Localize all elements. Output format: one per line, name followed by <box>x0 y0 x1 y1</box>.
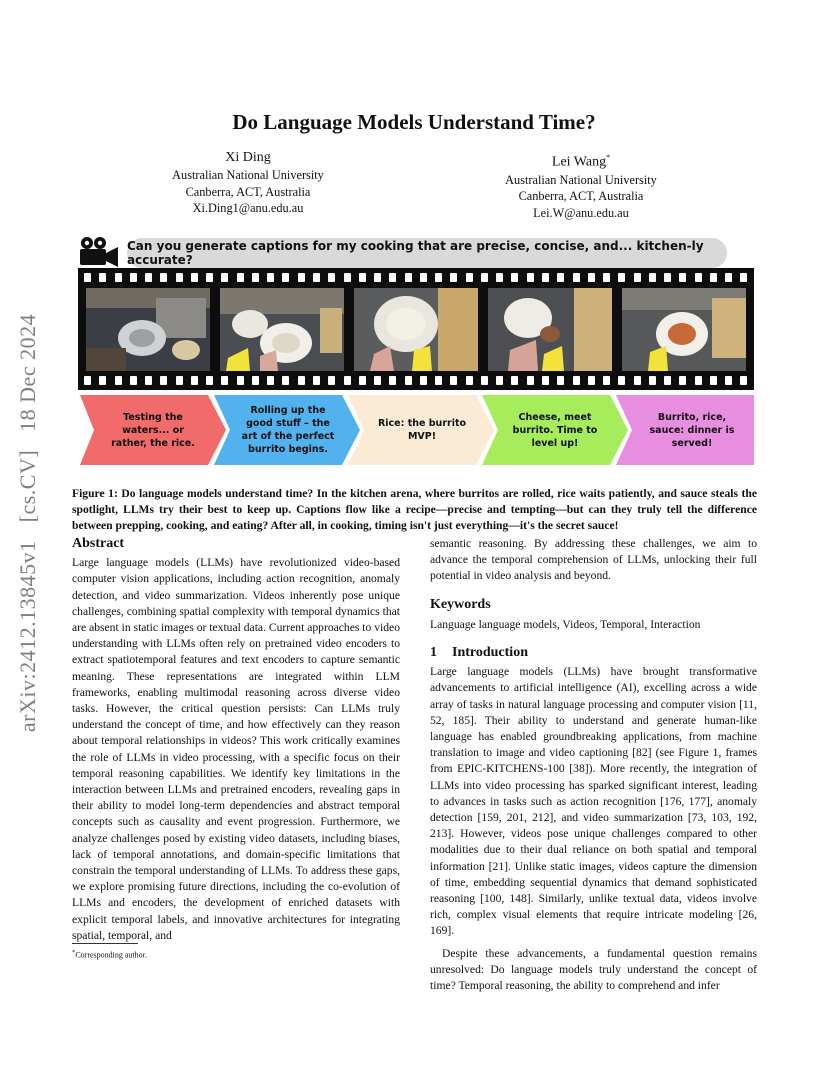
author-affiliation: Australian National University <box>172 168 324 182</box>
arxiv-date: 18 Dec 2024 <box>15 313 40 432</box>
corresponding-marker: * <box>606 153 611 162</box>
film-hole <box>573 273 580 282</box>
footnote-rule <box>72 943 138 944</box>
film-hole <box>450 273 457 282</box>
film-hole <box>145 273 152 282</box>
film-hole <box>588 273 595 282</box>
film-hole <box>664 273 671 282</box>
film-hole <box>206 376 213 385</box>
author-block-2 <box>431 148 731 221</box>
video-camera-icon <box>78 236 120 268</box>
film-hole <box>511 273 518 282</box>
film-hole <box>359 273 366 282</box>
film-hole <box>481 376 488 385</box>
film-hole <box>603 273 610 282</box>
film-hole <box>649 273 656 282</box>
film-hole <box>344 376 351 385</box>
introduction-heading <box>430 645 757 661</box>
author-affiliation: Australian National University <box>505 172 657 187</box>
film-hole <box>344 273 351 282</box>
film-hole <box>145 376 152 385</box>
film-hole <box>740 273 747 282</box>
film-hole <box>496 273 503 282</box>
author-email: Lei.W@anu.edu.au <box>533 205 629 220</box>
film-hole <box>313 273 320 282</box>
film-hole <box>557 376 564 385</box>
film-hole <box>359 376 366 385</box>
video-frame-3 <box>354 288 478 371</box>
film-hole <box>466 376 473 385</box>
film-hole <box>328 273 335 282</box>
stage-label-4: Cheese, meet burrito. Time to level up! <box>512 411 598 449</box>
film-hole <box>481 273 488 282</box>
film-hole <box>450 376 457 385</box>
film-hole <box>618 376 625 385</box>
video-frame-5 <box>622 288 746 371</box>
film-hole <box>420 376 427 385</box>
film-hole <box>557 273 564 282</box>
film-hole <box>389 273 396 282</box>
film-hole <box>267 376 274 385</box>
keywords-text: Language language models, Videos, Temporal, Interaction <box>430 617 701 631</box>
intro-paragraph-1: Large language models (LLMs) have brought transformative advancements to artificial intelligence (AI), excelling across a wide array of tasks in natural language processing and computer vision [11, 52, 185]. Their ability to understand and generate human-like language has enabled groundbreaking applications, from machine translation to image and video captioning [82] (see Figure 1, frames from EPIC-KITCHENS-100 [38]). More recently, the integration of LLMs into video processing has sparked significant interest, leading to advances in tasks such as action recognition [176, 177], anomaly detection [159, 201, 212], and video summarization [73, 103, 192, 213]. However, videos pose unique challenges compared to other modalities due to their dual reliance on both spatial and temporal information [21]. Unlike static images, videos capture the dimension of time, embedding sequential dynamics that demand sophisticated reasoning [100, 148]. Similarly, unlike textual data, videos involve rich, complex visual elements that require intricate modeling [26, 169]. <box>430 665 757 938</box>
film-hole <box>511 376 518 385</box>
film-perforations <box>84 273 748 282</box>
film-hole <box>466 273 473 282</box>
video-frame-4 <box>488 288 612 371</box>
film-hole <box>298 376 305 385</box>
film-hole <box>405 273 412 282</box>
film-hole <box>191 376 198 385</box>
film-hole <box>221 273 228 282</box>
film-hole <box>588 376 595 385</box>
video-frame-1 <box>86 288 210 371</box>
film-hole <box>740 376 747 385</box>
film-hole <box>130 376 137 385</box>
film-hole <box>130 273 137 282</box>
author-block-1 <box>98 148 398 217</box>
film-hole <box>237 273 244 282</box>
film-hole <box>405 376 412 385</box>
film-hole <box>679 376 686 385</box>
film-perforations <box>84 376 748 385</box>
film-hole <box>664 376 671 385</box>
left-column <box>72 536 400 944</box>
film-hole <box>115 376 122 385</box>
film-hole <box>527 273 534 282</box>
film-hole <box>298 273 305 282</box>
arxiv-category: [cs.CV] <box>15 449 40 523</box>
film-hole <box>634 273 641 282</box>
film-strip <box>78 268 754 390</box>
intro-paragraph-2: Despite these advancements, a fundamental question remains unresolved: Do language models truly understand the concept of time? Temporal reasoning, the ability to comprehend and infer <box>430 946 757 993</box>
film-hole <box>527 376 534 385</box>
film-hole <box>634 376 641 385</box>
film-hole <box>374 273 381 282</box>
film-hole <box>435 273 442 282</box>
section-number: 1 <box>430 645 437 661</box>
film-hole <box>649 376 656 385</box>
film-hole <box>435 376 442 385</box>
film-hole <box>115 273 122 282</box>
film-hole <box>695 376 702 385</box>
abstract-continuation: semantic reasoning. By addressing these challenges, we aim to advance the temporal comprehension of LLMs, unlocking their full potential in video analysis and beyond. <box>430 537 757 583</box>
footnote <box>72 949 147 960</box>
film-hole <box>710 273 717 282</box>
film-hole <box>99 273 106 282</box>
film-hole <box>573 376 580 385</box>
author-name: Lei Wang <box>551 154 607 170</box>
film-hole <box>725 376 732 385</box>
film-hole <box>252 376 259 385</box>
film-hole <box>328 376 335 385</box>
film-hole <box>221 376 228 385</box>
keywords-heading: Keywords <box>430 596 491 612</box>
figure-caption: Figure 1: Do language models understand time? In the kitchen arena, where burritos are rolled, rice waits patiently, and sauce steals the spotlight, LLMs try their best to keep up. Captions flow like a recipe—precise and tempting—but can they truly tell the difference between prepping, cooking, and eating? After all, in cooking, timing isn't just everything—it's the secret sauce! <box>72 487 757 532</box>
footnote-text: Corresponding author. <box>75 950 147 960</box>
prompt-bubble: Can you generate captions for my cooking that are precise, concise, and... kitchen-ly accurate? <box>127 238 727 268</box>
film-hole <box>282 273 289 282</box>
film-hole <box>496 376 503 385</box>
author-location: Canberra, ACT, Australia <box>185 184 311 199</box>
film-hole <box>374 376 381 385</box>
stage-label-1: Testing the waters... or rather, the rice. <box>111 411 195 449</box>
film-hole <box>389 376 396 385</box>
film-hole <box>99 376 106 385</box>
paper-title: Do Language Models Understand Time? <box>232 110 596 134</box>
film-hole <box>725 273 732 282</box>
film-hole <box>603 376 610 385</box>
author-name: Xi Ding <box>225 150 271 165</box>
stage-timeline <box>80 395 754 465</box>
right-column <box>430 536 757 994</box>
film-hole <box>618 273 625 282</box>
author-email: Xi.Ding1@anu.edu.au <box>192 201 304 215</box>
abstract-text: Large language models (LLMs) have revolutionized video-based computer vision applications, including action recognition, anomaly detection, and video summarization. Videos inherently pose unique challenges, combining spatial complexity with temporal dynamics that are absent in static images or textual data. Current approaches to video understanding with LLMs often rely on pretrained video encoders to extract spatiotemporal features and text encoders to capture semantic meaning. These representations are integrated within LLM frameworks, enabling multimodal reasoning across diverse video tasks. However, the critical question persists: Can LLMs truly understand the concept of time, and how effectively can they reason about temporal relationships in videos? This work critically examines the role of LLMs in video processing, with a specific focus on their temporal reasoning capabilities. We identify key limitations in the interaction between LLMs and pretrained encoders, revealing gaps in their ability to model long-term dependencies and abstract temporal concepts such as causality and event progression. Furthermore, we analyze challenges posed by existing video datasets, including biases, lack of temporal annotations, and domain-specific limitations that constrain the temporal understanding of LLMs. To address these gaps, we explore promising future directions, including the co-evolution of LLMs and encoders, the development of enriched datasets with explicit temporal labels, and innovative architectures for integrating spatial, temporal, and <box>72 556 400 942</box>
film-hole <box>420 273 427 282</box>
stage-label-2: Rolling up the good stuff – the art of the perfect burrito begins. <box>241 405 335 455</box>
film-hole <box>176 273 183 282</box>
film-hole <box>313 376 320 385</box>
film-hole <box>84 376 91 385</box>
film-hole <box>160 376 167 385</box>
film-hole <box>695 273 702 282</box>
film-hole <box>679 273 686 282</box>
film-hole <box>710 376 717 385</box>
section-title: Introduction <box>452 645 528 661</box>
author-location: Canberra, ACT, Australia <box>518 189 644 204</box>
film-hole <box>206 273 213 282</box>
film-hole <box>282 376 289 385</box>
film-hole <box>160 273 167 282</box>
footnote-marker: * <box>72 949 76 956</box>
stage-label-3: Rice: the burrito MVP! <box>377 418 467 442</box>
film-hole <box>542 273 549 282</box>
arxiv-id: arXiv:2412.13845v1 <box>15 540 40 733</box>
video-frame-2 <box>220 288 344 371</box>
film-hole <box>237 376 244 385</box>
film-hole <box>542 376 549 385</box>
film-hole <box>252 273 259 282</box>
stage-label-5: Burrito, rice, sauce: dinner is served! <box>649 411 735 449</box>
arxiv-stamp <box>8 278 48 768</box>
film-hole <box>84 273 91 282</box>
film-hole <box>191 273 198 282</box>
abstract-heading: Abstract <box>72 536 125 551</box>
film-hole <box>176 376 183 385</box>
film-hole <box>267 273 274 282</box>
